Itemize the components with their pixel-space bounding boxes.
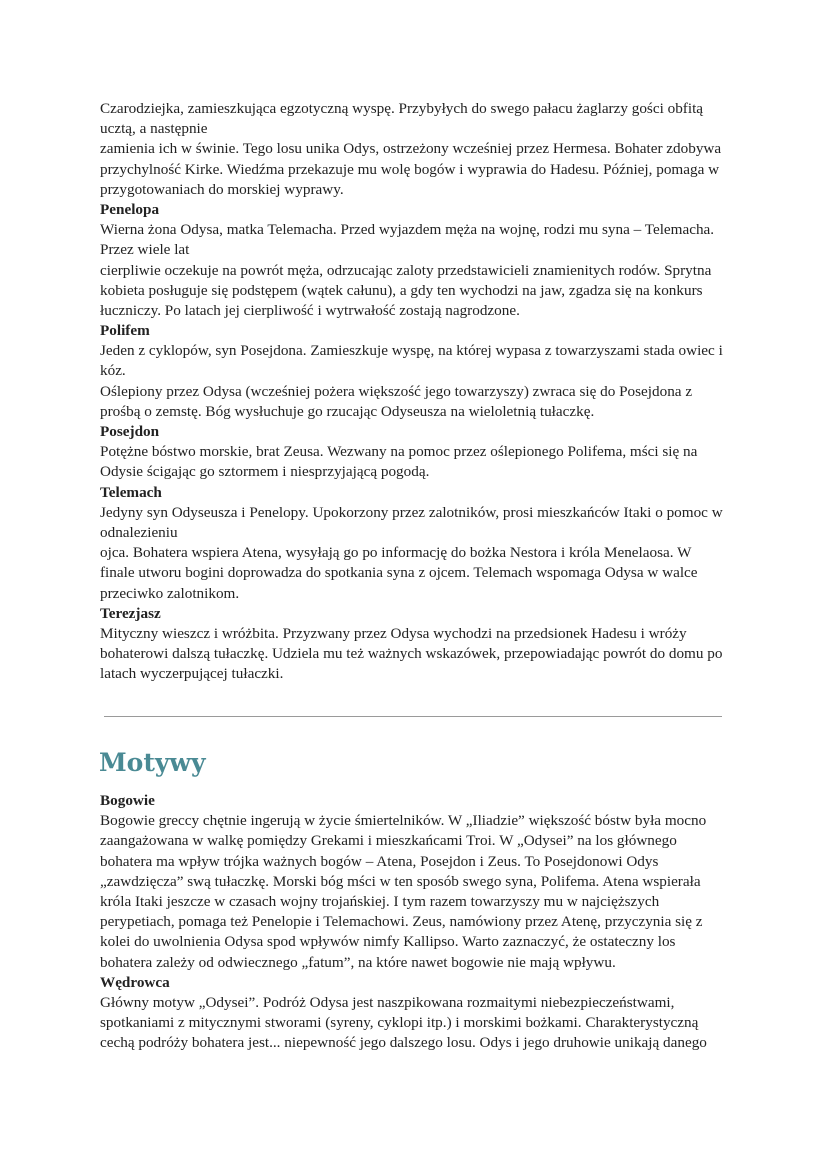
section-heading: [100, 422, 740, 442]
heading-text: Terezjasz: [100, 604, 161, 622]
text-line: odnalezieniu: [100, 523, 178, 541]
text-line: Przez wiele lat: [100, 241, 190, 259]
text-line: kobieta posługuje się podstępem (wątek całunu), a gdy ten wychodzi na jaw, zgadza się na konkurs: [100, 281, 703, 299]
text-line: ucztą, a następnie: [100, 120, 208, 138]
characters-section: [100, 99, 740, 684]
text-line: Potężne bóstwo morskie, brat Zeusa. Wezwany na pomoc przez oślepionego Polifema, mści się na: [100, 443, 698, 461]
text-line: Jeden z cyklopów, syn Posejdona. Zamieszkuje wyspę, na której wypasa z towarzyszami stada owiec i: [100, 342, 723, 360]
text-line: prośbą o zemstę. Bóg wysłuchuje go rzucając Odyseusza na wieloletnią tułaczkę.: [100, 402, 595, 420]
heading-text: Polifem: [100, 322, 150, 340]
motifs-section: [100, 791, 740, 1053]
text-line: bohatera ma wpływ trójka ważnych bogów – Atena, Posejdon i Zeus. To Posejdonowi Odys: [100, 852, 659, 870]
section-heading: [100, 321, 740, 341]
paragraph: [100, 442, 740, 482]
text-line: kolei do uwolnienia Odysa spod wpływów nimfy Kallipso. Warto zaznaczyć, że ostateczny los: [100, 933, 676, 951]
text-line: przygotowaniach do morskiej wyprawy.: [100, 180, 344, 198]
text-line: Bogowie greccy chętnie ingerują w życie śmiertelników. W „Iliadzie” większość bóstw była mocno: [100, 812, 707, 830]
section-divider: [104, 716, 722, 717]
paragraph: [100, 503, 740, 604]
heading-text: Bogowie: [100, 792, 155, 809]
heading-text: Wędrowca: [100, 973, 170, 991]
section-heading: [100, 791, 740, 811]
section-heading: [100, 604, 740, 624]
text-line: bohaterowi dalszą tułaczkę. Udziela mu też ważnych wskazówek, przepowiadając powrót do domu po: [100, 645, 723, 663]
paragraph: [100, 993, 740, 1054]
text-line: Oślepiony przez Odysa (wcześniej pożera większość jego towarzyszy) zwraca się do Posejdona z: [100, 382, 693, 400]
heading-text: Penelopa: [100, 200, 160, 218]
text-line: przychylność Kirke. Wiedźma przekazuje mu wolę bogów i wyprawia do Hadesu. Później, pomaga w: [100, 160, 720, 178]
text-line: Główny motyw „Odysei”. Podróż Odysa jest naszpikowana rozmaitymi niebezpieczeństwami,: [100, 993, 675, 1011]
text-line: finale utworu bogini doprowadza do spotkania syna z ojcem. Telemach wspomaga Odysa w walce: [100, 564, 698, 582]
text-line: perypetiach, pomaga też Penelopie i Telemachowi. Zeus, namówiony przez Atenę, przyczynia się z: [100, 913, 703, 931]
text-line: cechą podróży bohatera jest... niepewność jego dalszego losu. Odys i jego druhowie unikają danego: [100, 1034, 707, 1052]
paragraph: [100, 341, 740, 422]
text-line: Mityczny wieszcz i wróżbita. Przyzwany przez Odysa wychodzi na przedsionek Hadesu i wróży: [100, 624, 687, 642]
text-line: Wierna żona Odysa, matka Telemacha. Przed wyjazdem męża na wojnę, rodzi mu syna – Telemacha.: [100, 221, 715, 239]
text-line: przeciwko zalotnikom.: [100, 584, 240, 602]
heading-text: Telemach: [100, 483, 162, 501]
text-line: latach wyczerpującej tułaczki.: [100, 665, 284, 683]
text-line: zamienia ich w świnie. Tego losu unika Odys, ostrzeżony wcześniej przez Hermesa. Bohater zdobywa: [100, 140, 722, 158]
text-line: łuczniczy. Po latach jej cierpliwość i wytrwałość zostają nagrodzone.: [100, 301, 520, 319]
text-line: ojca. Bohatera wspiera Atena, wysyłają go po informację do bożka Nestora i króla Menelaosa. W: [100, 544, 692, 562]
text-line: spotkaniami z mitycznymi stworami (syreny, cyklopi itp.) i morskimi bożkami. Charakterystyczną: [100, 1014, 699, 1032]
text-line: zaangażowana w walkę pomiędzy Grekami i mieszkańcami Troi. W „Odysei” na los głównego: [100, 832, 677, 850]
text-line: bohatera zależy od odwiecznego „fatum”, na które nawet bogowie nie mają wpływu.: [100, 953, 616, 971]
text-line: „zawdzięcza” swą tułaczkę. Morski bóg mści w ten sposób swego syna, Polifema. Atena wspierała: [100, 872, 701, 890]
text-line: króla Itaki jeszcze w czasach wojny trojańskiej. I tym razem towarzyszy mu w najcięższych: [100, 892, 660, 910]
paragraph: [100, 811, 740, 973]
section-heading: [100, 200, 740, 220]
paragraph: [100, 220, 740, 321]
text-line: Jedyny syn Odyseusza i Penelopy. Upokorzony przez zalotników, prosi mieszkańców Itaki o pomoc w: [100, 503, 723, 521]
paragraph: [100, 624, 740, 685]
text-line: Czarodziejka, zamieszkująca egzotyczną wyspę. Przybyłych do swego pałacu żaglarzy gości obfitą: [100, 100, 704, 117]
section-title-motywy: Motywy: [99, 748, 206, 777]
heading-text: Posejdon: [100, 423, 160, 440]
paragraph: [100, 99, 740, 200]
text-line: kóz.: [100, 362, 126, 380]
section-heading: [100, 973, 740, 993]
section-heading: [100, 483, 740, 503]
text-line: Odysie ścigając go sztormem i niesprzyjającą pogodą.: [100, 463, 430, 481]
text-line: cierpliwie oczekuje na powrót męża, odrzucając zaloty przedstawicieli znamienitych rodów. Sprytna: [100, 261, 712, 279]
